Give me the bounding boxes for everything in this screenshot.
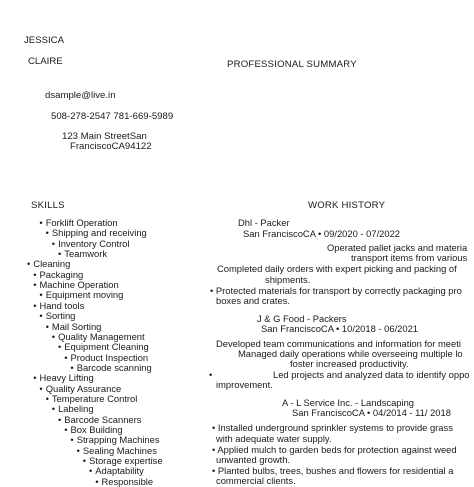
bullet-icon: • [95, 475, 99, 487]
bullet-icon: • [33, 279, 37, 291]
bullet-icon: • [27, 258, 31, 270]
bullet-icon: • [82, 455, 87, 467]
bullet-icon: • [64, 424, 68, 435]
bullet-icon: • [45, 227, 49, 239]
phone: 508-278-2547 781-669-5989 [51, 111, 174, 122]
skill-label: Quality Assurance [45, 382, 122, 394]
job-line: with adequate water supply. [216, 433, 332, 444]
job-line: • Planted bulbs, trees, bushes and flowers for residential a [212, 465, 454, 476]
job-location-dates: San FranciscoCA • 10/2018 - 06/2021 [261, 323, 419, 334]
job-line: Managed daily operations while overseeing multiple lo [238, 348, 463, 359]
job-location-dates: San FranciscoCA • 09/2020 - 07/2022 [243, 228, 401, 239]
bullet-icon: • [58, 341, 62, 353]
skill-label: Labeling [58, 403, 94, 415]
bullet-icon: • [58, 248, 62, 260]
skill-label: Quality Management [58, 330, 145, 342]
bullet-icon: • [39, 289, 43, 301]
job-line: transport items from various [351, 252, 468, 263]
job-company: J & G Food - Packers [257, 313, 347, 324]
skill-label: Temperature Control [51, 392, 138, 404]
first-name: JESSICA [24, 35, 64, 46]
bullet-icon: • [64, 351, 68, 363]
bullet-icon: • [33, 372, 37, 384]
job-line: Led projects and analyzed data to identify oppo [273, 369, 470, 380]
email: dsample@live.in [45, 90, 116, 101]
skill-label: Box Building [70, 424, 123, 435]
job-line: • Protected materials for transport by correctly packaging pro [210, 285, 462, 296]
bullet-icon: • [33, 268, 37, 280]
address-line-1: 123 Main StreetSan [62, 131, 147, 142]
job-bullet-icon: • [209, 369, 213, 380]
skill-label: Cleaning [33, 258, 71, 270]
bullet-icon: • [51, 403, 56, 415]
job-line: • Applied mulch to garden beds for protection against weed [212, 444, 457, 455]
job-line: foster increased productivity. [290, 358, 409, 369]
bullet-icon: • [70, 434, 74, 446]
skill-label: Heavy Lifting [39, 372, 94, 384]
job-line: unwanted growth. [216, 454, 291, 465]
skill-label: Storage expertise [89, 455, 163, 467]
work-history-title: WORK HISTORY [308, 200, 386, 211]
skill-label: Equipment moving [45, 289, 124, 301]
job-company: Dhl - Packer [238, 217, 290, 228]
skill-label: Teamwork [64, 248, 108, 260]
bullet-icon: • [51, 237, 56, 249]
job-line: Completed daily orders with expert picking and packing of [217, 263, 457, 274]
bullet-icon: • [58, 413, 62, 425]
bullet-icon: • [45, 392, 49, 404]
job-line: shipments. [265, 274, 311, 285]
skill-label: Packaging [39, 268, 84, 280]
bullet-icon: • [76, 444, 80, 456]
bullet-icon: • [45, 320, 49, 332]
bullet-icon: • [70, 361, 74, 373]
skill-label: Sealing Machines [82, 444, 157, 456]
skill-label: Sorting [45, 310, 76, 322]
skill-label: Inventory Control [58, 237, 130, 249]
skill-label: Barcode scanning [76, 361, 152, 373]
last-name: CLAIRE [28, 56, 63, 67]
address-line-2: FranciscoCA94122 [70, 141, 152, 152]
bullet-icon: • [51, 330, 56, 342]
job-line: • Installed underground sprinkler systems to provide grass [212, 422, 453, 433]
skill-label: Responsible [101, 475, 154, 487]
skills-title: SKILLS [31, 200, 65, 211]
skill-label: Forklift Operation [45, 217, 118, 228]
bullet-icon: • [33, 299, 37, 311]
skill-label: Shipping and receiving [51, 227, 147, 239]
summary-title: PROFESSIONAL SUMMARY [227, 59, 357, 70]
job-line: improvement. [216, 379, 273, 390]
skill-label: Mail Sorting [51, 320, 102, 332]
job-line: Developed team communications and information for meeti [216, 338, 461, 349]
skill-label: Strapping Machines [76, 434, 160, 446]
skill-label: Product Inspection [70, 351, 149, 363]
skill-label: Adaptability [95, 465, 144, 477]
job-company: A - L Service Inc. - Landscaping [282, 397, 415, 408]
bullet-icon: • [39, 382, 43, 394]
bullet-icon: • [39, 217, 43, 228]
skill-label: Equipment Cleaning [64, 341, 149, 353]
bullet-icon: • [39, 310, 43, 322]
job-line: boxes and crates. [216, 295, 291, 306]
job-line: Operated pallet jacks and materia [327, 242, 468, 253]
skill-label: Machine Operation [39, 279, 119, 291]
job-location-dates: San FranciscoCA • 04/2014 - 11/ 2018 [292, 407, 451, 418]
bullet-icon: • [89, 465, 93, 477]
skill-label: Barcode Scanners [64, 413, 142, 425]
job-line: commercial clients. [216, 475, 296, 484]
skill-label: Hand tools [39, 299, 85, 311]
